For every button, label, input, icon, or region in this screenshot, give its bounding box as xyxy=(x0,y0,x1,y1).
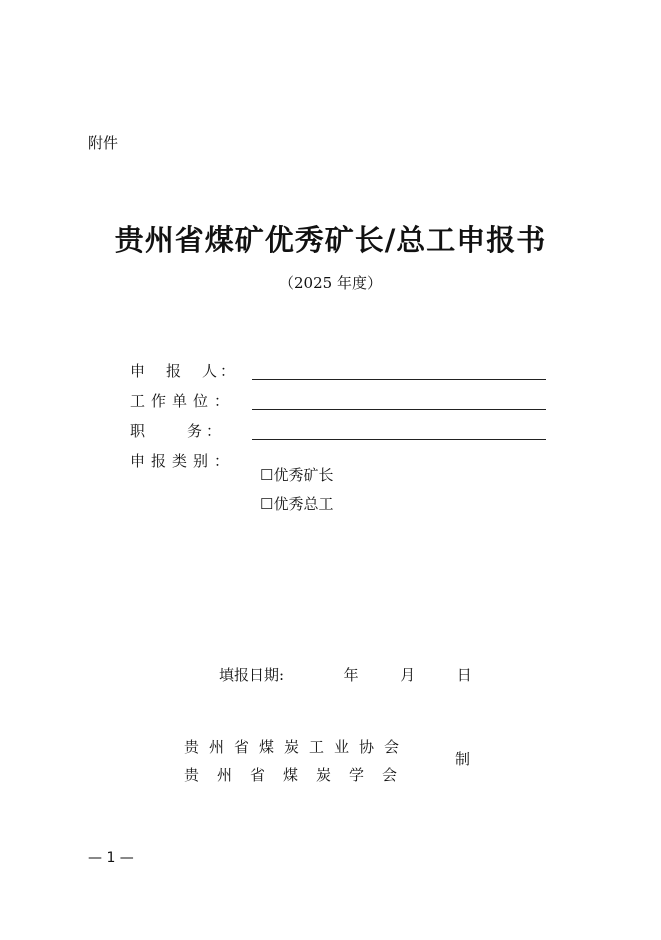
attachment-label: 附件 xyxy=(88,134,119,152)
position-label: 职 务： xyxy=(130,422,226,440)
category-label: 申报类别： xyxy=(130,452,236,470)
applicant-label: 申 报 人： xyxy=(130,362,239,380)
option-excellent-mine-manager[interactable]: ☐优秀矿长 xyxy=(260,466,334,484)
option-excellent-chief-engineer[interactable]: ☐优秀总工 xyxy=(260,495,334,513)
made-by-label: 制 xyxy=(455,750,471,768)
document-title: 贵州省煤矿优秀矿长/总工申报书 xyxy=(114,223,547,257)
fill-date-month: 月 xyxy=(400,666,416,684)
fill-date-day: 日 xyxy=(456,666,472,684)
org-coal-industry-association: 贵州省煤炭工业协会 xyxy=(184,738,410,756)
fill-date-label: 填报日期: xyxy=(219,666,285,684)
fill-date xyxy=(219,664,472,685)
fill-date-year: 年 xyxy=(343,666,359,684)
applicant-field[interactable] xyxy=(252,378,546,380)
org-coal-society: 贵州省煤炭学会 xyxy=(184,766,416,784)
year-label: （2025 年度） xyxy=(279,274,382,292)
page-number: — 1 — xyxy=(88,850,134,866)
work-unit-label: 工作单位： xyxy=(130,392,236,410)
work-unit-field[interactable] xyxy=(252,408,546,410)
position-field[interactable] xyxy=(252,438,546,440)
